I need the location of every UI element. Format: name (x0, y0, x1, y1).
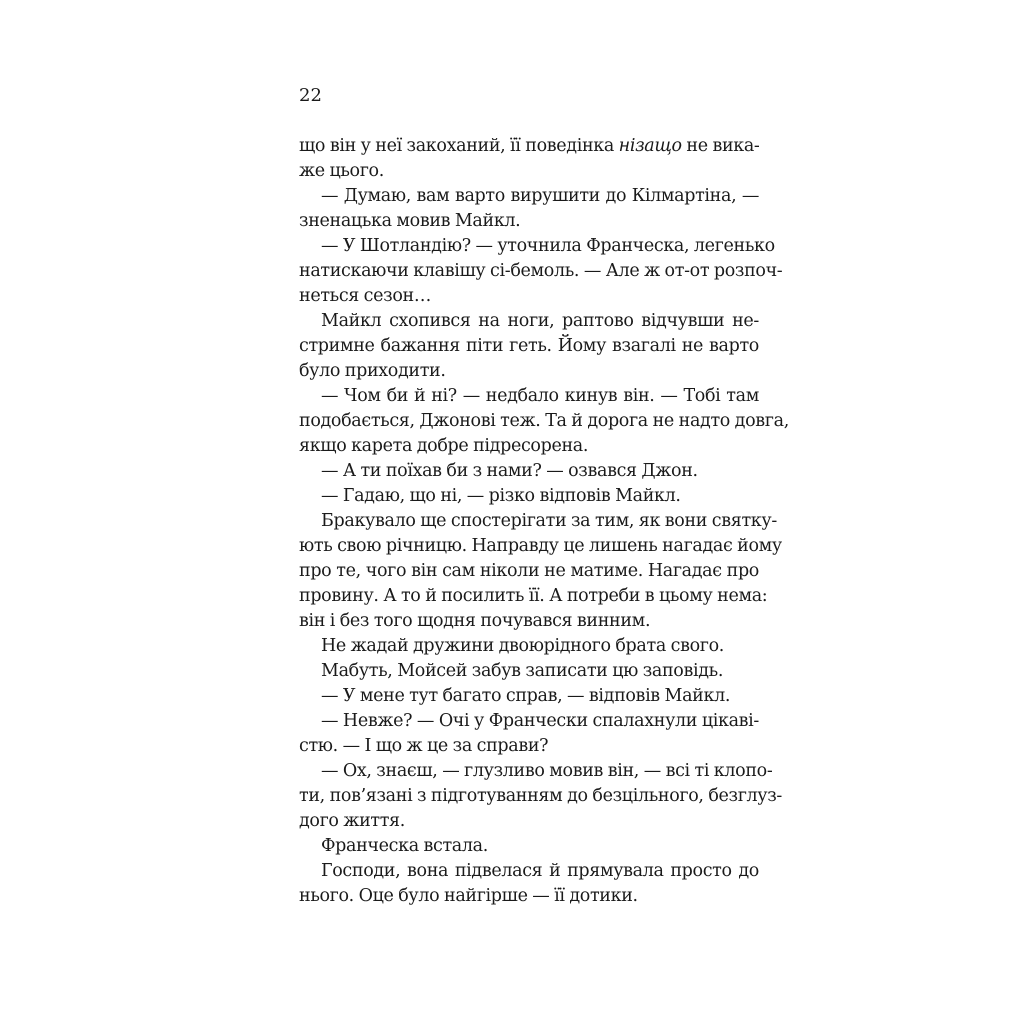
page-number: 22 (299, 85, 322, 106)
italic-emphasis: нізащо (618, 136, 682, 156)
text-line: дого життя. (299, 811, 405, 831)
text-line: — У Шотландію? — уточнила Франческа, легенько (321, 236, 775, 256)
text-line: Господи, вона підвелася й прямувала просто до (321, 861, 759, 881)
text-line: натискаючи клавішу сі-бемоль. — Але ж от-от розпоч- (299, 261, 783, 281)
body-text (299, 134, 789, 909)
text-line: провину. А то й посилить її. А потреби в цьому нема: (299, 586, 768, 606)
text-line: про те, чого він сам ніколи не матиме. Нагадає про (299, 561, 759, 581)
text-line: було приходити. (299, 361, 446, 381)
text-line: неться сезон… (299, 286, 431, 306)
text-line: — У мене тут багато справ, — відповів Майкл. (321, 686, 731, 706)
text-segment: що він у неї закоханий, її поведінка (299, 136, 619, 156)
text-line (299, 134, 759, 159)
text-line: же цього. (299, 161, 384, 181)
text-line: — Думаю, вам варто вирушити до Кілмартіна, — (321, 186, 759, 206)
text-line: зненацька мовив Майкл. (299, 211, 521, 231)
text-line: він і без того щодня почувався винним. (299, 611, 651, 631)
text-segment: не вика- (681, 136, 760, 156)
text-line: Франческа встала. (321, 836, 488, 856)
text-line: ють свою річницю. Направду це лишень нагадає йому (299, 536, 782, 556)
text-line: Майкл схопився на ноги, раптово відчувши не- (321, 311, 759, 331)
text-line: якщо карета добре підресорена. (299, 436, 589, 456)
text-line: стримне бажання піти геть. Йому взагалі не варто (299, 336, 759, 356)
text-line: стю. — І що ж це за справи? (299, 736, 549, 756)
text-line: Мабуть, Мойсей забув записати цю заповідь. (321, 661, 724, 681)
text-line: нього. Оце було найгірше — її дотики. (299, 886, 638, 906)
text-line: — Гадаю, що ні, — різко відповів Майкл. (321, 486, 681, 506)
text-line: подобається, Джонові теж. Та й дорога не надто довга, (299, 411, 789, 431)
text-line: Не жадай дружини двоюрідного брата свого. (321, 636, 724, 656)
text-line: — Невже? — Очі у Франчески спалахнули цікаві- (321, 711, 759, 731)
text-line: Бракувало ще спостерігати за тим, як вони святку- (321, 511, 777, 531)
text-line: — А ти поїхав би з нами? — озвався Джон. (321, 461, 698, 481)
text-line: ти, пов’язані з підготуванням до безцільного, безглуз- (299, 786, 782, 806)
text-line: — Чом би й ні? — недбало кинув він. — Тобі там (321, 386, 759, 406)
text-line: — Ох, знаєш, — глузливо мовив він, — всі ті клопо- (321, 761, 773, 781)
